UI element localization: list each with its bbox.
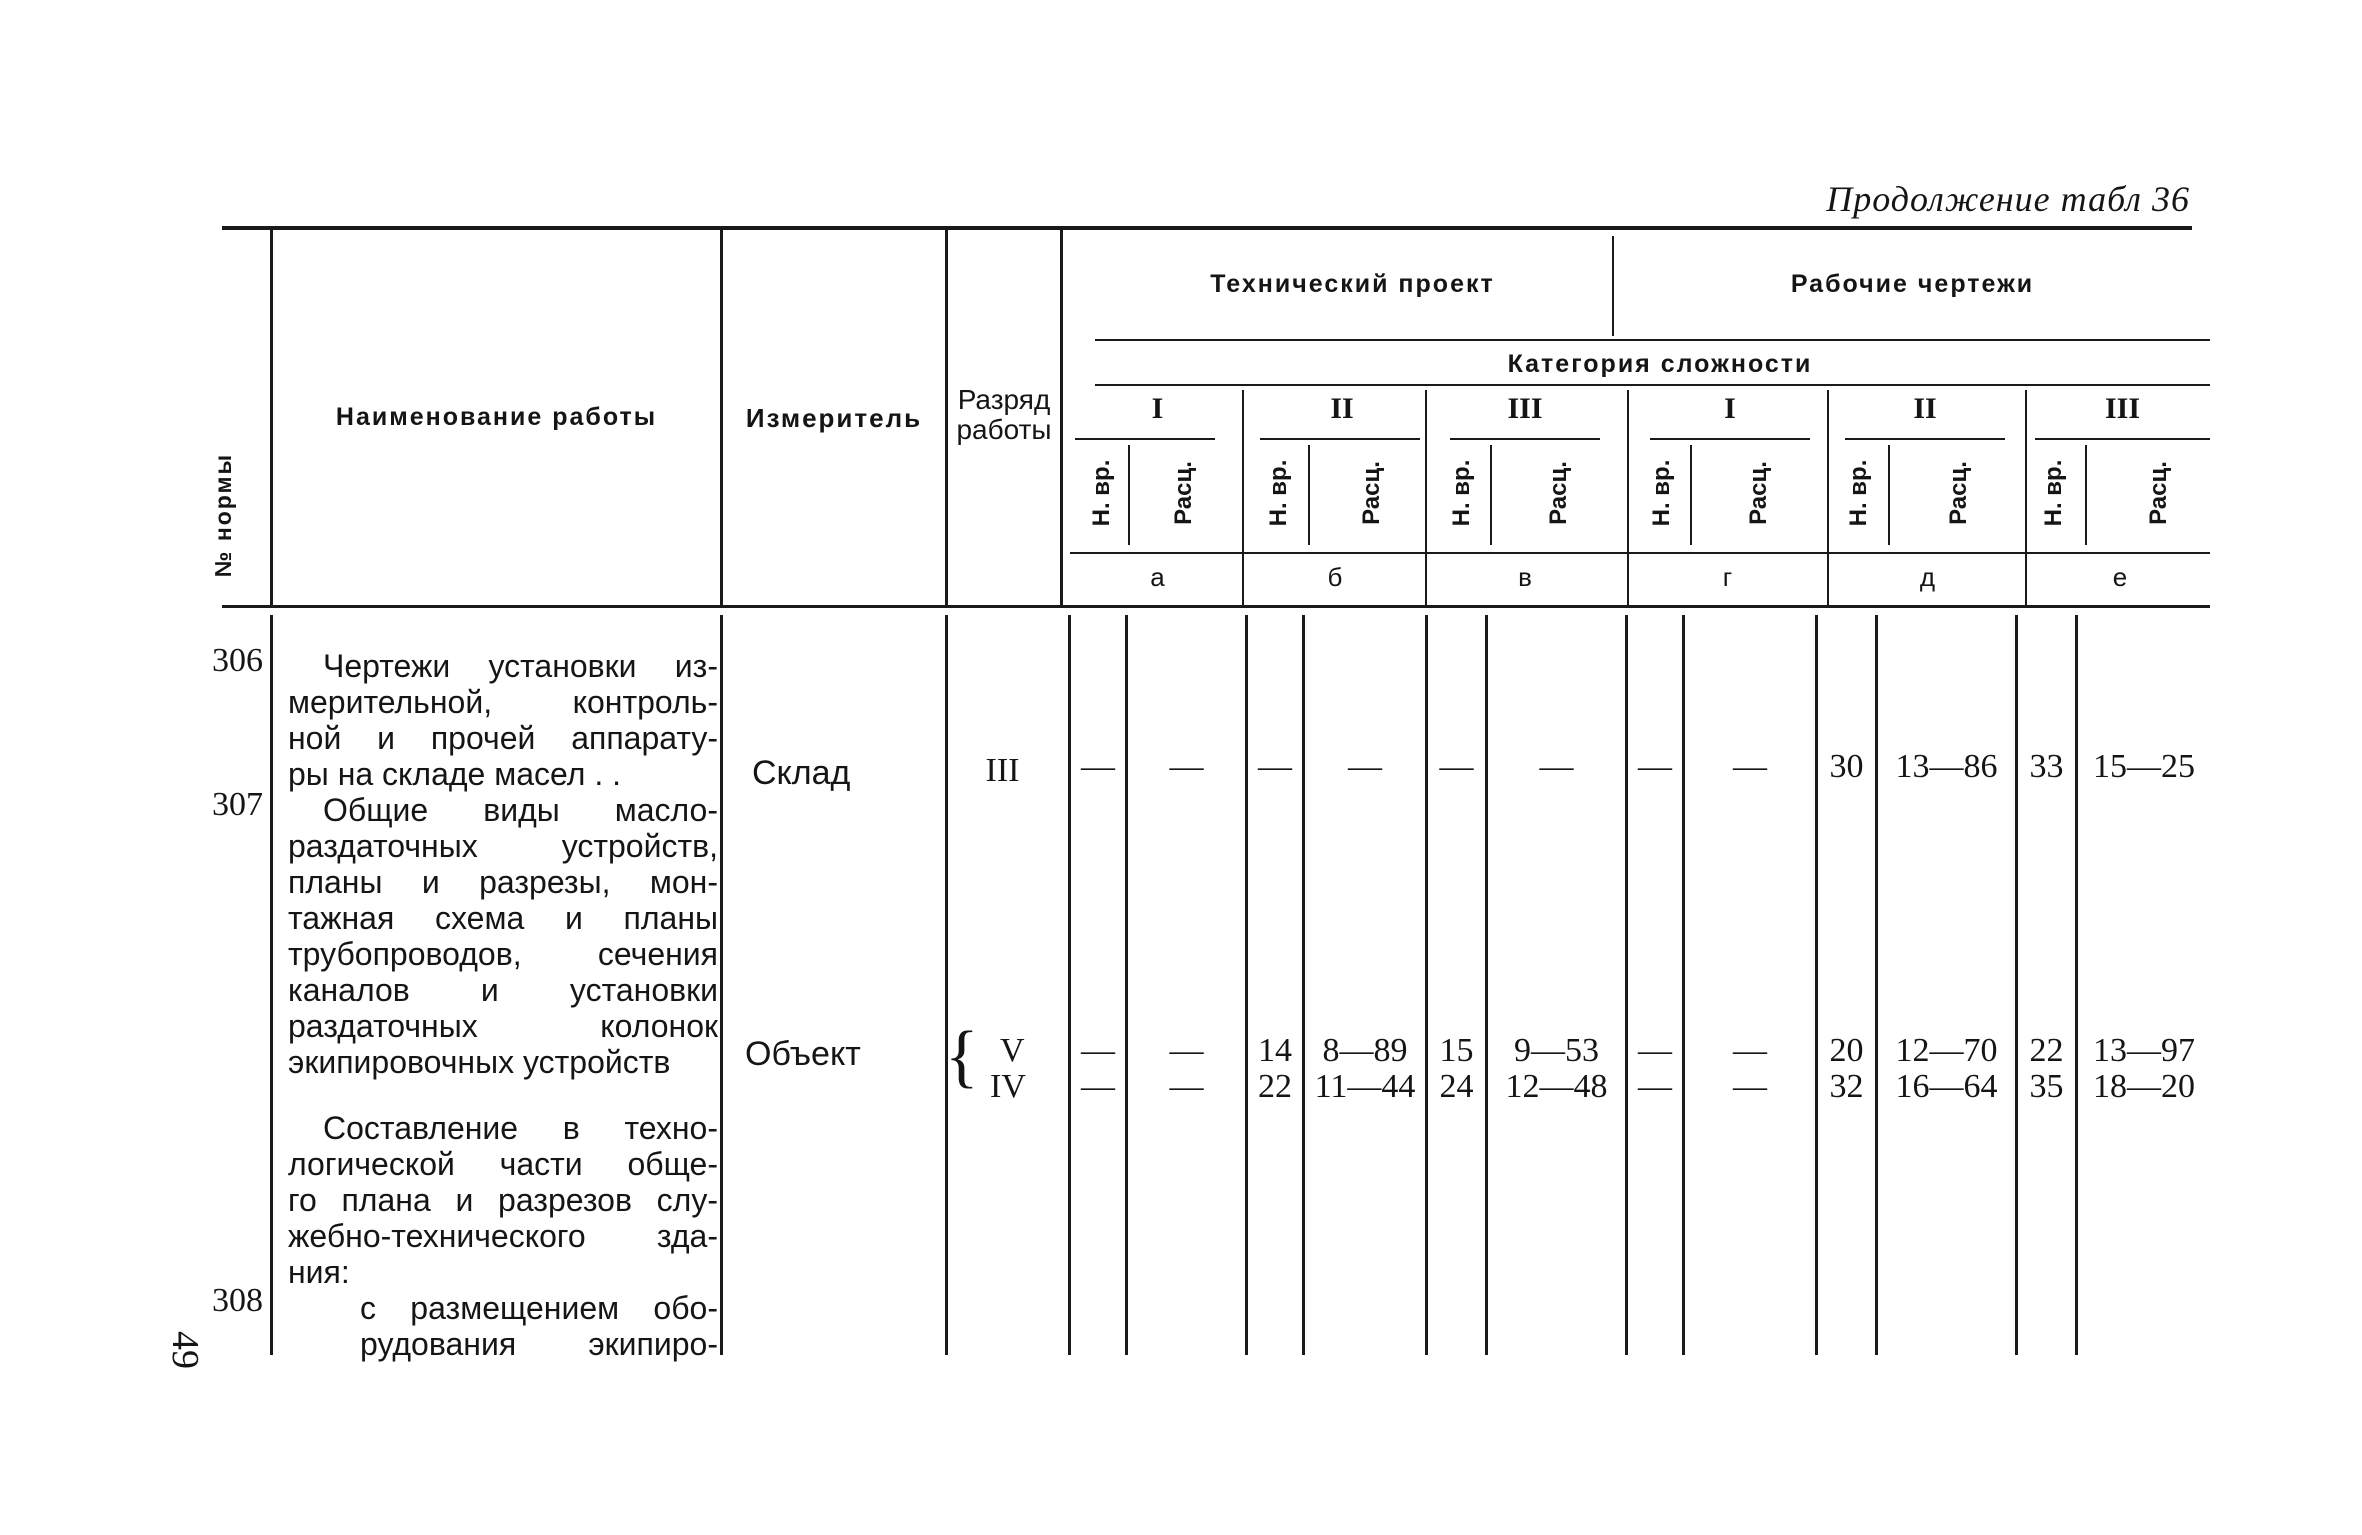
column-letter: д (1919, 562, 1936, 592)
col-rule (1308, 445, 1310, 545)
description-line: ния: (288, 1254, 350, 1290)
description-line: раздаточных колонок (288, 1008, 718, 1044)
time-norm-header: Н. вр. (2040, 459, 2067, 527)
col-rule (1625, 615, 1628, 1355)
value-cell: — (1733, 1068, 1767, 1105)
value-cell: — (1169, 1032, 1204, 1069)
col-rule (1068, 615, 1071, 1355)
value-cell: 13—86 (1895, 748, 1998, 785)
col-rule (1245, 615, 1248, 1355)
col-rule (1128, 445, 1130, 545)
value-cell: 22 (1258, 1068, 1292, 1105)
header-bottom-rule (222, 605, 2210, 608)
row-number: 306 (212, 642, 263, 679)
description-line: Общие виды масло- (323, 792, 718, 828)
continuation-caption: Продолжение табл 36 (1826, 179, 2190, 219)
col-rule (2015, 615, 2018, 1355)
time-norm-header: Н. вр. (1265, 459, 1292, 527)
col-rule (1425, 390, 1427, 605)
page-number: 49 (164, 1331, 206, 1369)
col-rule (1485, 615, 1488, 1355)
rate-header: Расц. (1945, 461, 1972, 525)
tech-project-underline (1095, 339, 2210, 341)
time-norm-header: Н. вр. (1648, 459, 1675, 527)
value-cell: — (1258, 748, 1292, 785)
time-norm-header: Н. вр. (1448, 459, 1475, 527)
col-rule (1627, 390, 1629, 605)
value-cell: — (1539, 748, 1574, 785)
description-line: ры на складе масел . . (288, 756, 621, 792)
intro-description (288, 1110, 718, 1290)
description-line: с размещением обо- (360, 1290, 718, 1326)
col-rule (1302, 615, 1305, 1355)
col-rule (1490, 445, 1492, 545)
value-cell: — (1733, 748, 1767, 785)
tech-project-header: Технический проект (1210, 270, 1495, 298)
description-line: экипировочных устройств (288, 1044, 671, 1080)
col-rule (945, 615, 948, 1355)
category-underline (1095, 384, 2210, 386)
col-rule (1815, 615, 1818, 1355)
description-line: трубопроводов, сечения (288, 936, 718, 972)
value-cell: 35 (2029, 1068, 2064, 1105)
col-rule (270, 615, 273, 1355)
category-label: III (1507, 392, 1543, 425)
category-label: I (1151, 392, 1164, 425)
description-line: Составление в техно- (323, 1110, 718, 1146)
rate-header: Расц. (1170, 461, 1197, 525)
value-cell: 32 (1829, 1068, 1864, 1105)
value-cell: — (1081, 1032, 1115, 1069)
row-307-description (288, 792, 718, 1080)
col-rule (1612, 236, 1614, 336)
value-cell: — (1081, 1068, 1115, 1105)
grade-header-line: Разряд (957, 384, 1051, 415)
column-letter: в (1518, 562, 1532, 592)
work-name-header: Наименование работы (335, 403, 658, 431)
category-label: II (1913, 392, 1937, 425)
value-cell: 16—64 (1895, 1068, 1998, 1105)
description-line: раздаточных устройств, (288, 828, 718, 864)
col-rule (720, 615, 723, 1355)
column-letter: а (1150, 562, 1165, 592)
description-line: логической части обще- (288, 1146, 718, 1182)
complexity-category-header: Категория сложности (1507, 350, 1813, 378)
value-cell: 20 (1829, 1032, 1864, 1069)
col-rule (1060, 230, 1063, 605)
value-cell: 13—97 (2093, 1032, 2195, 1069)
col-rule (1827, 390, 1829, 605)
grade-header (948, 385, 1060, 445)
value-cell: 14 (1258, 1032, 1292, 1069)
grade-cell: IV (990, 1068, 1026, 1105)
value-cell: — (1169, 748, 1204, 785)
time-norm-header: Н. вр. (1845, 459, 1872, 527)
column-letter: е (2112, 562, 2128, 592)
value-cell: 33 (2029, 748, 2064, 785)
col-rule (2085, 445, 2087, 545)
value-cell: 30 (1829, 748, 1864, 785)
value-cell: — (1638, 1032, 1672, 1069)
value-cell: — (1439, 748, 1474, 785)
working-drawings-header: Рабочие чертежи (1790, 270, 2035, 298)
unit-header: Измеритель (745, 403, 923, 433)
col-rule (1682, 615, 1685, 1355)
value-cell: — (1348, 748, 1382, 785)
col-rule (1125, 615, 1128, 1355)
value-cell: — (1169, 1068, 1204, 1105)
time-norm-header: Н. вр. (1088, 459, 1115, 527)
value-cell: 24 (1439, 1068, 1474, 1105)
unit-cell: Склад (752, 754, 851, 792)
col-rule (1242, 390, 1244, 605)
value-cell: 15—25 (2093, 748, 2195, 785)
category-label: I (1724, 392, 1736, 425)
value-cell: 18—20 (2093, 1068, 2195, 1105)
row-number: 308 (212, 1282, 263, 1319)
subheader-underline (1070, 552, 2210, 554)
column-letter: б (1327, 562, 1343, 592)
row-number: 307 (212, 786, 263, 823)
value-cell: 8—89 (1322, 1032, 1408, 1069)
description-line: тажная схема и планы (288, 900, 718, 936)
col-rule (2075, 615, 2078, 1355)
rate-header: Расц. (1745, 461, 1772, 525)
column-letter: г (1722, 562, 1733, 592)
col-rule (1425, 615, 1428, 1355)
value-cell: — (1733, 1032, 1767, 1069)
description-line: Чертежи установки из- (323, 648, 718, 684)
rate-header: Расц. (1358, 461, 1385, 525)
col-rule (1690, 445, 1692, 545)
grade-cell: III (985, 752, 1020, 789)
category-label: II (1330, 392, 1354, 425)
value-cell: 12—48 (1505, 1068, 1608, 1105)
row-308-description (288, 1290, 718, 1362)
description-line: каналов и установки (288, 972, 718, 1008)
category-label: III (2104, 392, 2141, 425)
col-rule (1888, 445, 1890, 545)
value-cell: 22 (2029, 1032, 2064, 1069)
grade-brace: { (945, 1018, 979, 1095)
description-line: рудования экипиро- (360, 1326, 718, 1362)
norm-no-header: № нормы (210, 452, 236, 578)
col-rule (2025, 390, 2027, 605)
value-cell: — (1638, 748, 1672, 785)
description-line: мерительной, контроль- (288, 684, 718, 720)
grade-cell: V (1000, 1032, 1025, 1069)
rate-header: Расц. (2145, 461, 2172, 525)
value-cell: 11—44 (1314, 1068, 1416, 1105)
description-line: жебно-технического зда- (288, 1218, 718, 1254)
value-cell: 9—53 (1514, 1032, 1599, 1069)
value-cell: 15 (1439, 1032, 1474, 1069)
description-line: планы и разрезы, мон- (288, 864, 718, 900)
unit-cell: Объект (745, 1035, 861, 1073)
grade-header-line: работы (956, 414, 1052, 445)
row-306-description (288, 648, 718, 792)
description-line: ной и прочей аппарату- (288, 720, 718, 756)
value-cell: 12—70 (1895, 1032, 1998, 1069)
rate-header: Расц. (1545, 461, 1572, 525)
description-line: го плана и разрезов слу- (288, 1182, 718, 1218)
top-rule (222, 226, 2192, 230)
value-cell: — (1638, 1068, 1672, 1105)
value-cell: — (1081, 748, 1115, 785)
col-rule (1875, 615, 1878, 1355)
